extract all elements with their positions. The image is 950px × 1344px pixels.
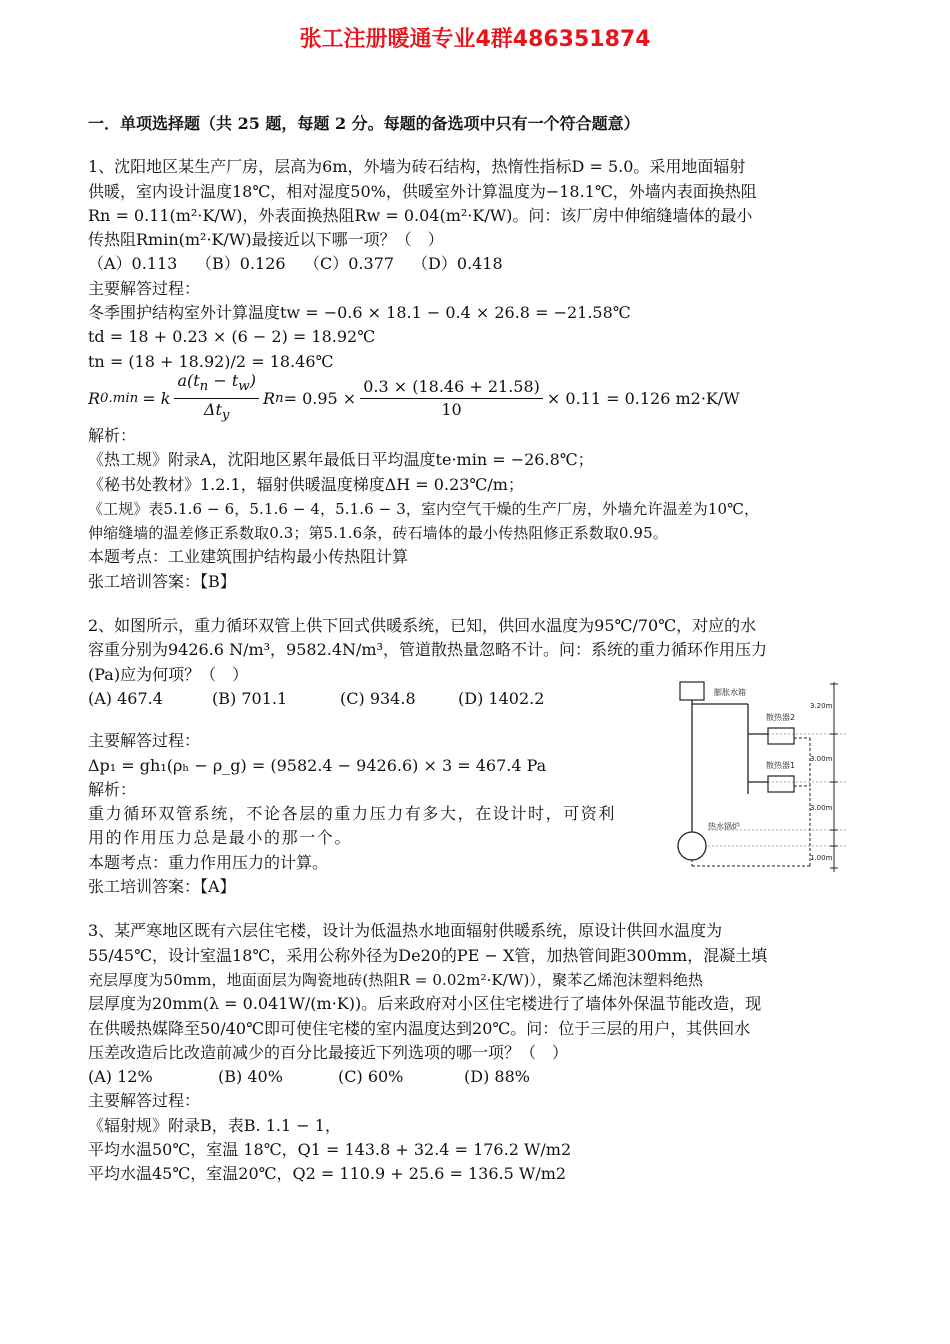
q3-step: 《辐射规》附录B，表B. 1.1 − 1， — [88, 1115, 341, 1135]
q1-line: 供暖，室内设计温度18℃，相对湿度50%，供暖室外计算温度为−18.1℃，外墙内表面换热阻 — [88, 181, 757, 201]
q3-line: 充层厚度为50mm，地面面层为陶瓷地砖(热阻R = 0.02m²·K/W)），聚苯乙烯泡沫塑料绝热 — [88, 970, 704, 989]
q1-formula — [88, 371, 868, 424]
q2-line: 2、如图所示，重力循环双管上供下回式供暖系统，已知，供回水温度为95℃/70℃，对应的水 — [88, 616, 757, 636]
q1-option-a: （A）0.113 — [88, 254, 178, 274]
q1-option-c: （C）0.377 — [304, 254, 395, 274]
q2-analysis-label: 解析： — [88, 779, 137, 799]
section-title: 一．单项选择题（共 25 题，每题 2 分。每题的备选项中只有一个符合题意） — [88, 114, 640, 133]
q3-line: 压差改造后比改造前减少的百分比最接近下列选项的哪一项？（ ） — [88, 1042, 569, 1062]
frac1-num-mid: − t — [208, 371, 239, 391]
q1-topic: 本题考点：工业建筑围护结构最小传热阻计算 — [88, 547, 409, 567]
dimension-label: 3.00m — [810, 804, 833, 813]
q3-options — [88, 1065, 868, 1089]
q2-line: (Pa)应为何项？（ ） — [88, 664, 249, 684]
question-1 — [88, 155, 868, 594]
formula-fraction-2 — [360, 376, 543, 421]
frac2-den: 10 — [441, 400, 462, 420]
q1-analysis-line: 《秘书处教材》1.2.1，辐射供暖温度梯度ΔH = 0.23℃/m； — [88, 474, 524, 494]
dimension-label: 1.00m — [810, 854, 833, 863]
q3-line: 在供暖热媒降至50/40℃即可使住宅楼的室内温度达到20℃。问：位于三层的用户，其供回水 — [88, 1018, 751, 1038]
boiler — [678, 832, 706, 860]
q2-analysis-line: 用的作用压力总是最小的那一个。 — [88, 828, 353, 848]
expansion-tank-label: 膨胀水箱 — [714, 688, 746, 698]
q3-option-c: (C) 60% — [338, 1067, 404, 1087]
q1-line: 1、沈阳地区某生产厂房，层高为6m，外墙为砖石结构，热惰性指标D = 5.0。采用地面辐射 — [88, 157, 746, 177]
q1-line: 传热阻Rmin(m²·K/W)最接近以下哪一项？（ ） — [88, 230, 444, 250]
q2-option-c: (C) 934.8 — [340, 688, 416, 708]
q3-process-label: 主要解答过程： — [88, 1091, 201, 1111]
q1-option-d: （D）0.418 — [412, 254, 503, 274]
q2-process-label: 主要解答过程： — [88, 731, 201, 751]
dimension-label: 3.20m — [810, 702, 833, 711]
q3-step: 平均水温45℃，室温20℃，Q2 = 110.9 + 25.6 = 136.5 W/m2 — [88, 1164, 567, 1184]
q1-line: Rn = 0.11(m²·K/W)，外表面换热阻Rw = 0.04(m²·K/W)。问：该厂房中伸缩缝墙体的最小 — [88, 205, 753, 225]
q1-step: 冬季围护结构室外计算温度tw = −0.6 × 18.1 − 0.4 × 26.8 = −21.58℃ — [88, 303, 631, 323]
q1-step: td = 18 + 0.23 × (6 − 2) = 18.92℃ — [88, 327, 376, 347]
q1-analysis-label: 解析： — [88, 425, 137, 445]
q2-formula: Δp₁ = gh₁(ρₕ − ρ_g) = (9582.4 − 9426.6) × 3 = 467.4 Pa — [88, 755, 547, 775]
document-body — [88, 112, 868, 1207]
radiator-2 — [768, 728, 794, 744]
frac1-num-sub1: n — [199, 379, 209, 395]
q2-analysis-line: 重力循环双管系统，不论各层的重力压力有多大，在设计时，可资利 — [88, 804, 617, 824]
frac1-num-a: a(t — [177, 371, 200, 391]
formula-lhs: R — [88, 388, 101, 408]
q2-answer: 张工培训答案：【A】 — [88, 877, 236, 897]
formula-k: = k — [142, 388, 171, 408]
formula-tail: × 0.11 = 0.126 m2·K/W — [546, 388, 740, 408]
q2-option-a: (A) 467.4 — [88, 688, 163, 708]
q1-analysis-line: 《热工规》附录A，沈阳地区累年最低日平均温度te·min = −26.8℃； — [88, 450, 594, 470]
boiler-label: 热水锅炉 — [708, 822, 740, 832]
radiator-2-label: 散热器2 — [766, 713, 796, 723]
q3-line: 层厚度为20mm(λ = 0.041W/(m·K))。后来政府对小区住宅楼进行了墙体外保温节能改造，现 — [88, 994, 762, 1014]
q3-option-a: (A) 12% — [88, 1067, 153, 1087]
q1-options — [88, 252, 868, 276]
frac1-num-end: ) — [249, 371, 256, 391]
formula-rn-sub: n — [274, 390, 284, 406]
frac1-den: Δt — [203, 400, 222, 420]
frac1-num-sub2: w — [238, 379, 250, 395]
q1-analysis-line: 伸缩缝墙的温差修正系数取0.3；第5.1.6条，砖石墙体的最小传热阻修正系数取0.95。 — [88, 524, 668, 543]
radiator-1 — [768, 776, 794, 792]
dimension-label: 3.00m — [810, 755, 833, 764]
frac2-num: 0.3 × (18.46 + 21.58) — [360, 376, 543, 399]
formula-lhs-sub: 0.min — [100, 390, 139, 406]
q3-line: 55/45℃，设计室温18℃，采用公称外径为De20的PE − X管，加热管间距300mm，混凝土填 — [88, 945, 768, 965]
q2-line: 容重分别为9426.6 N/m³，9582.4N/m³，管道散热量忽略不计。问：系统的重力循环作用压力 — [88, 640, 768, 660]
page-header: 张工注册暖通专业4群486351874 — [299, 27, 651, 52]
formula-rn: R — [262, 388, 275, 408]
formula-fraction-1 — [174, 370, 259, 427]
q2-option-d: (D) 1402.2 — [458, 688, 545, 708]
frac1-den-sub: y — [221, 408, 230, 424]
expansion-tank — [680, 682, 704, 700]
q2-option-b: (B) 701.1 — [212, 688, 288, 708]
q1-option-b: （B）0.126 — [196, 254, 286, 274]
q3-step: 平均水温50℃，室温 18℃，Q1 = 143.8 + 32.4 = 176.2 W/m2 — [88, 1139, 572, 1159]
q3-option-b: (B) 40% — [218, 1067, 283, 1087]
question-2 — [88, 614, 868, 899]
q1-step: tn = (18 + 18.92)/2 = 18.46℃ — [88, 351, 334, 371]
q1-answer: 张工培训答案：【B】 — [88, 571, 236, 591]
question-3 — [88, 919, 868, 1186]
q2-topic: 本题考点：重力作用压力的计算。 — [88, 852, 329, 872]
q3-line: 3、某严寒地区既有六层住宅楼，设计为低温热水地面辐射供暖系统，原设计供回水温度为 — [88, 921, 723, 941]
formula-eq2: = 0.95 × — [283, 388, 357, 408]
q3-option-d: (D) 88% — [464, 1067, 530, 1087]
heating-system-diagram — [668, 676, 858, 891]
q1-analysis-line: 《工规》表5.1.6 − 6，5.1.6 − 4，5.1.6 − 3，室内空气干燥的生产厂房，外墙允许温差为10℃， — [88, 499, 760, 518]
q1-process-label: 主要解答过程： — [88, 278, 201, 298]
radiator-1-label: 散热器1 — [766, 761, 796, 771]
